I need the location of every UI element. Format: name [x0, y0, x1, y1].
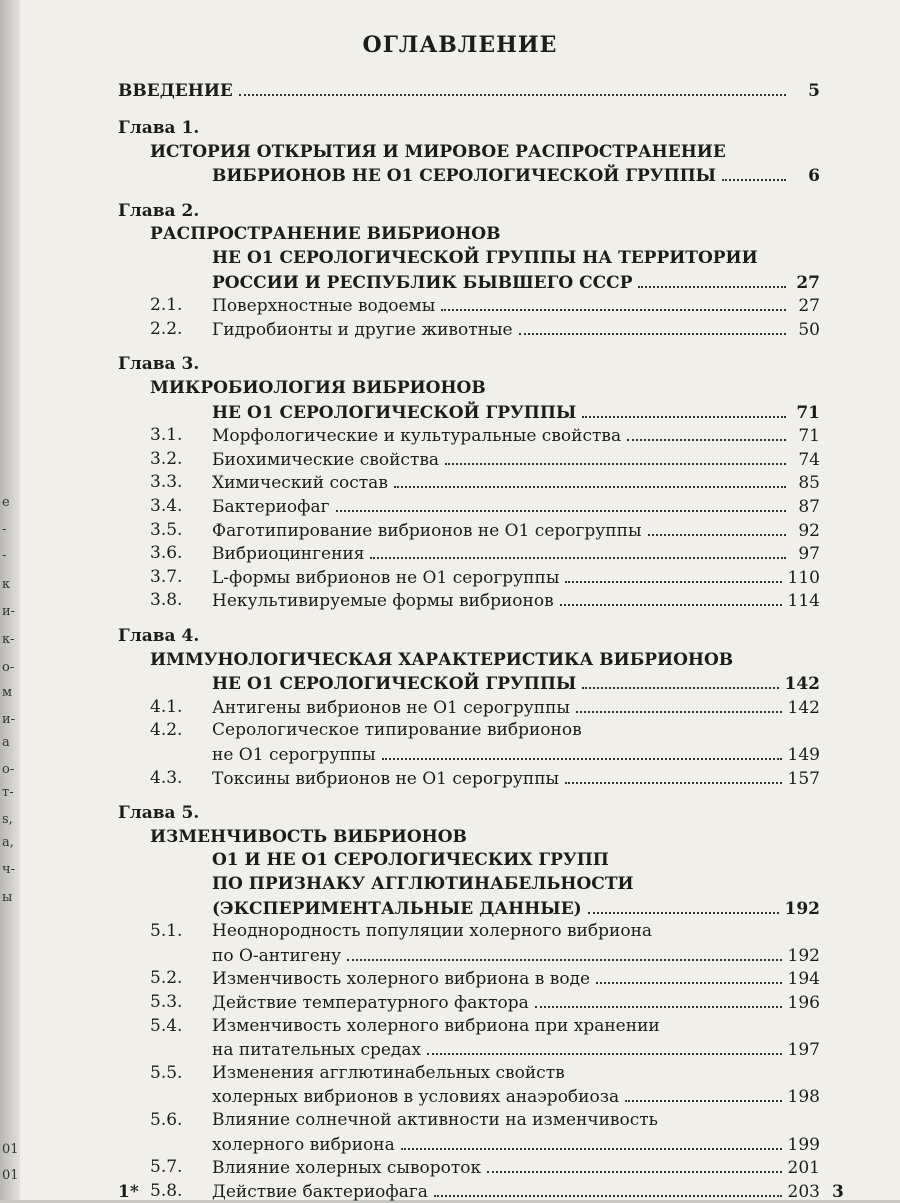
section-entry	[212, 567, 820, 589]
entry-title: Поверхностные водоемы	[212, 296, 436, 317]
section-number: 4.3.	[150, 767, 183, 788]
section-number: 3.4.	[150, 496, 183, 516]
chapter-title-line: О1 И НЕ О1 СЕРОЛОГИЧЕСКИХ ГРУПП	[212, 850, 609, 871]
section-entry-line: Влияние солнечной активности на изменчивость	[212, 1110, 658, 1130]
dot-leader	[394, 486, 786, 488]
dot-leader	[445, 463, 786, 465]
edge-fragment: м	[2, 685, 13, 700]
edge-fragment: s,	[2, 812, 13, 827]
section-number: 2.2.	[150, 318, 183, 339]
section-entry	[212, 1157, 820, 1179]
entry-title: L-формы вибрионов не О1 серогруппы	[212, 567, 560, 588]
section-entry	[212, 697, 820, 719]
section-entry	[212, 968, 820, 990]
dot-leader	[576, 711, 782, 713]
section-entry-line: Неоднородность популяции холерного вибриона	[212, 921, 653, 942]
entry-title: НЕ О1 СЕРОЛОГИЧЕСКОЙ ГРУППЫ	[212, 402, 577, 423]
section-number: 3.8.	[150, 590, 183, 611]
edge-fragment: т-	[2, 785, 14, 800]
section-entry	[212, 744, 820, 766]
entry-title: Биохимические свойства	[212, 449, 440, 470]
page-number: 74	[798, 449, 820, 470]
dot-leader	[588, 912, 779, 914]
section-entry	[212, 992, 820, 1014]
section-entry	[212, 1086, 820, 1108]
edge-fragment: о-	[2, 762, 15, 777]
entry-title: холерного вибриона	[212, 1134, 395, 1155]
dot-leader	[487, 1171, 781, 1173]
dot-leader	[239, 94, 786, 96]
chapter-title-line: ИММУНОЛОГИЧЕСКАЯ ХАРАКТЕРИСТИКА ВИБРИОНОВ	[150, 649, 734, 670]
page-number: 199	[787, 1134, 820, 1155]
page-number: 142	[784, 674, 820, 695]
page-number: 192	[784, 898, 820, 919]
adjacent-page-edge	[0, 0, 20, 1200]
section-entry	[212, 472, 820, 494]
section-number: 5.8.	[150, 1180, 183, 1201]
entry-title: Токсины вибрионов не О1 серогруппы	[212, 768, 560, 789]
page-number: 203	[787, 1181, 820, 1202]
entry-title: Вибриоцингения	[212, 544, 365, 565]
page-number: 157	[787, 768, 820, 789]
entry-title: не О1 серогруппы	[212, 745, 376, 765]
entry-title: Изменчивость холерного вибриона в воде	[212, 969, 591, 990]
footer-signature: 1*	[118, 1182, 139, 1202]
entry-title: ВИБРИОНОВ НЕ О1 СЕРОЛОГИЧЕСКОЙ ГРУППЫ	[212, 166, 717, 187]
dot-leader	[627, 439, 786, 441]
page-number: 114	[787, 591, 820, 612]
entry-title: Гидробионты и другие животные	[212, 319, 513, 340]
edge-fragment: ч-	[2, 862, 15, 877]
entry-title: Влияние холерных сывороток	[212, 1158, 482, 1179]
dot-leader	[434, 1195, 782, 1197]
entry-title: РОССИИ И РЕСПУБЛИК БЫВШЕГО СССР	[212, 272, 633, 293]
section-entry	[212, 295, 820, 317]
section-number: 5.2.	[150, 968, 183, 989]
section-number: 5.6.	[150, 1110, 183, 1130]
entry-title: Действие бактериофага	[212, 1181, 428, 1202]
edge-fragment: к	[2, 577, 11, 592]
section-number: 4.1.	[150, 696, 183, 717]
chapter-title-line	[212, 165, 820, 187]
dot-leader	[565, 782, 781, 784]
dot-leader	[347, 959, 781, 961]
dot-leader	[648, 534, 787, 536]
page-number: 149	[787, 745, 820, 765]
section-entry	[212, 449, 820, 471]
section-number: 4.2.	[150, 720, 183, 741]
section-number: 5.1.	[150, 921, 183, 942]
section-number: 5.5.	[150, 1062, 183, 1083]
page-title: ОГЛАВЛЕНИЕ	[362, 32, 558, 58]
entry-title: Химический состав	[212, 473, 388, 494]
toc-entry-intro	[118, 80, 820, 102]
page-number: 27	[798, 296, 820, 317]
page-number: 194	[787, 969, 820, 990]
entry-title: Бактериофаг	[212, 497, 330, 517]
entry-title: Некультивируемые формы вибрионов	[212, 591, 554, 612]
section-entry	[212, 425, 820, 447]
chapter-title-line: МИКРОБИОЛОГИЯ ВИБРИОНОВ	[150, 378, 486, 398]
entry-title: Действие температурного фактора	[212, 993, 529, 1013]
page-number: 92	[798, 520, 820, 541]
dot-leader	[441, 309, 786, 311]
entry-title: (ЭКСПЕРИМЕНТАЛЬНЫЕ ДАННЫЕ)	[212, 898, 582, 919]
section-number: 3.6.	[150, 543, 183, 564]
edge-fragment: к-	[2, 632, 15, 647]
chapter-title-line	[212, 402, 820, 424]
chapter-title-line: НЕ О1 СЕРОЛОГИЧЕСКОЙ ГРУППЫ НА ТЕРРИТОРИИ	[212, 248, 758, 268]
section-entry	[212, 543, 820, 565]
section-number: 3.2.	[150, 448, 183, 469]
page-number: 192	[787, 945, 820, 966]
dot-leader	[596, 982, 781, 984]
dot-leader	[638, 286, 786, 288]
page-number: 5	[808, 81, 820, 101]
page-number: 6	[808, 166, 820, 187]
section-number: 5.7.	[150, 1157, 183, 1178]
section-entry-line: Изменения агглютинабельных свойств	[212, 1062, 565, 1083]
page-number: 197	[787, 1040, 820, 1061]
section-number: 2.1.	[150, 295, 183, 316]
dot-leader	[582, 416, 786, 418]
dot-leader	[560, 604, 782, 606]
edge-fragment: и-	[2, 604, 16, 619]
edge-fragment: и-	[2, 712, 16, 727]
dot-leader	[722, 179, 786, 181]
edge-fragment: о-	[2, 660, 15, 675]
section-entry	[212, 520, 820, 542]
dot-leader	[370, 557, 786, 559]
section-entry-line: Серологическое типирование вибрионов	[212, 720, 582, 741]
section-entry	[212, 1181, 820, 1203]
chapter-label: Глава 2.	[118, 200, 200, 221]
entry-title: НЕ О1 СЕРОЛОГИЧЕСКОЙ ГРУППЫ	[212, 674, 577, 695]
entry-title: Антигены вибрионов не О1 серогруппы	[212, 697, 570, 718]
edge-fragment: -	[2, 522, 7, 537]
footer-page-number: 3	[832, 1182, 844, 1202]
entry-title: холерных вибрионов в условиях анаэробиоза	[212, 1087, 620, 1108]
chapter-label: Глава 5.	[118, 803, 200, 824]
entry-title: Фаготипирование вибрионов не О1 серогруппы	[212, 520, 642, 541]
section-entry	[212, 1134, 820, 1156]
section-entry	[212, 945, 820, 967]
chapter-title-line: ИЗМЕНЧИВОСТЬ ВИБРИОНОВ	[150, 826, 467, 847]
edge-fragment: е	[2, 495, 10, 510]
section-entry	[212, 319, 820, 341]
edge-fragment: 01	[2, 1168, 19, 1183]
dot-leader	[535, 1006, 782, 1008]
dot-leader	[336, 510, 786, 512]
edge-fragment: ы	[2, 890, 13, 905]
section-entry	[212, 496, 820, 518]
page-number: 71	[796, 402, 820, 423]
entry-title: на питательных средах	[212, 1040, 422, 1061]
dot-leader	[519, 333, 786, 335]
chapter-label: Глава 4.	[118, 626, 200, 646]
page-number: 142	[787, 697, 820, 718]
section-entry	[212, 768, 820, 790]
edge-fragment: а	[2, 735, 10, 750]
page-number: 198	[787, 1087, 820, 1108]
page-number: 27	[796, 272, 820, 293]
page-number: 85	[798, 473, 820, 494]
page-number: 71	[798, 426, 820, 447]
page-number: 50	[798, 319, 820, 340]
page-number: 196	[787, 993, 820, 1013]
chapter-title-line	[212, 272, 820, 294]
page-number: 201	[787, 1158, 820, 1179]
chapter-title-line: РАСПРОСТРАНЕНИЕ ВИБРИОНОВ	[150, 224, 501, 245]
section-number: 5.3.	[150, 992, 183, 1012]
section-entry	[212, 590, 820, 612]
chapter-label: Глава 3.	[118, 354, 200, 375]
chapter-title-line: ИСТОРИЯ ОТКРЫТИЯ И МИРОВОЕ РАСПРОСТРАНЕНИЕ	[150, 141, 726, 162]
entry-title: по О-антигену	[212, 945, 342, 966]
entry-title: ВВЕДЕНИЕ	[118, 81, 233, 101]
chapter-title-line: ПО ПРИЗНАКУ АГГЛЮТИНАБЕЛЬНОСТИ	[212, 874, 634, 894]
section-entry	[212, 1039, 820, 1061]
section-number: 3.5.	[150, 519, 183, 540]
chapter-title-line	[212, 673, 820, 695]
dot-leader	[565, 581, 781, 583]
chapter-label: Глава 1.	[118, 118, 200, 138]
entry-title: Морфологические и культуральные свойства	[212, 426, 622, 447]
edge-fragment: 01	[2, 1142, 19, 1157]
page-number: 87	[798, 497, 820, 517]
section-number: 3.3.	[150, 472, 183, 493]
dot-leader	[625, 1100, 781, 1102]
page-number: 97	[798, 544, 820, 565]
chapter-title-line	[212, 898, 820, 920]
section-number: 3.1.	[150, 425, 183, 446]
edge-fragment: -	[2, 548, 7, 563]
section-entry-line: Изменчивость холерного вибриона при хранении	[212, 1015, 660, 1036]
dot-leader	[401, 1148, 782, 1150]
dot-leader	[382, 758, 782, 760]
page-number: 110	[787, 567, 820, 588]
dot-leader	[582, 687, 778, 689]
section-number: 3.7.	[150, 566, 183, 587]
section-number: 5.4.	[150, 1015, 183, 1036]
edge-fragment: а,	[2, 835, 14, 850]
dot-leader	[427, 1053, 781, 1055]
